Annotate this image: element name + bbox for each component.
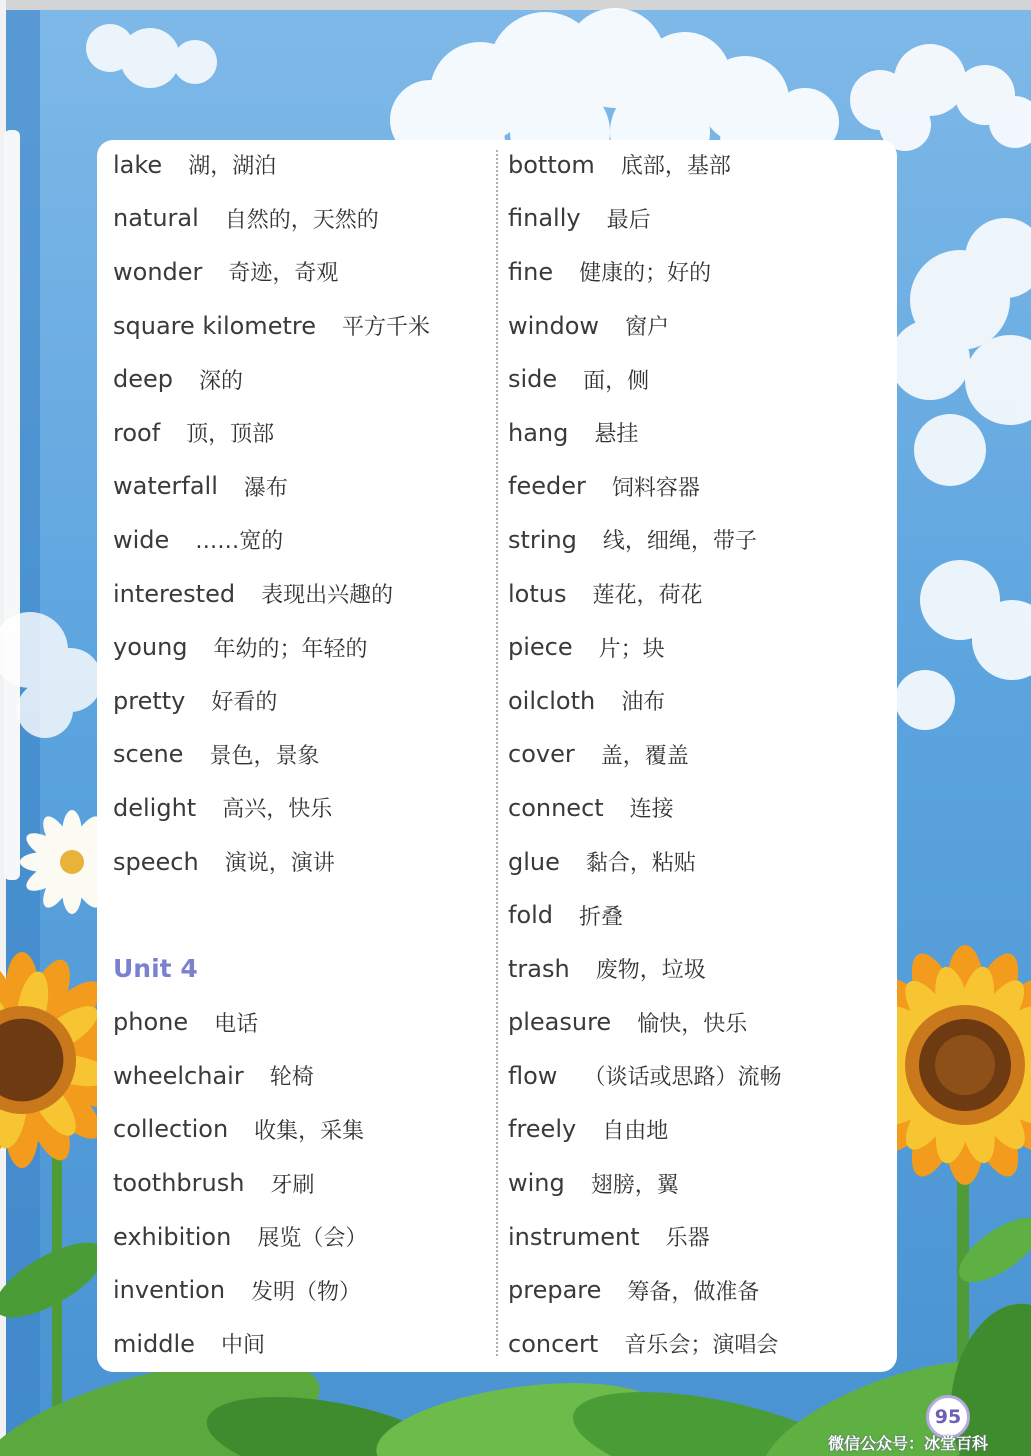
vocab-meaning: 高兴，快乐: [222, 797, 333, 823]
vocab-word: wheelchair: [113, 1061, 244, 1090]
vocab-meaning: 乐器: [665, 1226, 710, 1252]
vocab-entry: [508, 1263, 781, 1317]
vocab-entry: [113, 674, 430, 728]
vocab-entry: [113, 781, 430, 835]
vocab-entry: [508, 996, 781, 1050]
vocab-entry: [508, 513, 781, 567]
vocab-entry: [113, 1156, 430, 1210]
vocab-word: wing: [508, 1169, 565, 1198]
vocab-entry: [508, 1103, 781, 1157]
vocab-word: feeder: [508, 472, 586, 501]
vocab-meaning: 发明（物）: [251, 1279, 362, 1305]
vocab-entry: [508, 1049, 781, 1103]
vocab-entry: [113, 192, 430, 246]
vocab-word: natural: [113, 204, 199, 233]
vocab-entry: [113, 1103, 430, 1157]
vocab-entry: [508, 1317, 781, 1371]
vocab-word: waterfall: [113, 472, 218, 501]
vocab-word: glue: [508, 847, 560, 876]
page-number: 95: [926, 1395, 970, 1439]
vocab-entry: [508, 888, 781, 942]
vocab-meaning: 好看的: [211, 690, 278, 716]
vocab-word: prepare: [508, 1276, 602, 1305]
vocab-word: deep: [113, 365, 173, 394]
vocab-word: roof: [113, 418, 161, 447]
page-edge: [4, 130, 20, 880]
vocab-meaning: 健康的；好的: [579, 261, 712, 287]
vocab-entry: [113, 138, 430, 192]
vocab-meaning: 顶，顶部: [186, 422, 275, 448]
vocab-entry: [508, 1156, 781, 1210]
spacer-row: [113, 888, 430, 942]
vocab-entry: [113, 513, 430, 567]
vocab-entry: [508, 620, 781, 674]
vocab-entry: [113, 460, 430, 514]
vocab-word: hang: [508, 418, 569, 447]
vocab-entry: [508, 352, 781, 406]
vocab-meaning: 自由地: [602, 1118, 669, 1144]
vocab-word: lotus: [508, 579, 567, 608]
vocab-word: pleasure: [508, 1008, 612, 1037]
vocab-meaning: 饲料容器: [611, 475, 700, 501]
vocab-entry: [113, 567, 430, 621]
vocab-meaning: 轮椅: [269, 1065, 314, 1091]
vocab-word: interested: [113, 579, 236, 608]
vocab-meaning: 牙刷: [270, 1172, 315, 1198]
vocabulary-right-column: [508, 138, 781, 1371]
vocab-word: phone: [113, 1008, 189, 1037]
scan-border-top: [0, 0, 1031, 10]
vocab-word: pretty: [113, 686, 186, 715]
vocab-word: toothbrush: [113, 1169, 245, 1198]
vocab-meaning: 景色，景象: [209, 743, 320, 769]
vocab-entry: [508, 835, 781, 889]
vocab-meaning: 音乐会；演唱会: [624, 1333, 779, 1359]
vocab-meaning: 平方千米: [341, 315, 430, 341]
vocab-word: middle: [113, 1329, 195, 1358]
vocab-word: invention: [113, 1276, 226, 1305]
vocab-entry: [508, 138, 781, 192]
vocab-entry: [508, 781, 781, 835]
vocab-meaning: 底部，基部: [620, 154, 731, 180]
vocab-word: young: [113, 633, 188, 662]
vocab-entry: [113, 1263, 430, 1317]
vocab-word: lake: [113, 150, 163, 179]
vocab-word: oilcloth: [508, 686, 596, 715]
vocab-entry: [113, 245, 430, 299]
vocab-entry: [508, 299, 781, 353]
vocab-entry: [508, 192, 781, 246]
vocab-entry: [508, 674, 781, 728]
vocab-word: scene: [113, 740, 184, 769]
vocab-word: freely: [508, 1115, 577, 1144]
vocab-meaning: 瀑布: [243, 475, 288, 501]
vocab-entry: [508, 1210, 781, 1264]
vocab-entry: [113, 406, 430, 460]
vocab-word: concert: [508, 1329, 599, 1358]
vocab-meaning: 片；块: [598, 636, 665, 662]
vocab-word: cover: [508, 740, 575, 769]
unit-heading: Unit 4: [113, 954, 198, 984]
vocab-meaning: 奇迹，奇观: [228, 261, 339, 287]
vocab-meaning: 年幼的；年轻的: [213, 636, 368, 662]
vocab-word: collection: [113, 1115, 229, 1144]
vocab-entry: [508, 567, 781, 621]
vocab-meaning: 折叠: [579, 904, 624, 930]
vocab-meaning: 演说，演讲: [224, 851, 335, 877]
vocab-meaning: 连接: [629, 797, 674, 823]
vocab-word: window: [508, 311, 600, 340]
vocab-meaning: 窗户: [625, 315, 670, 341]
vocab-entry: [113, 835, 430, 889]
vocab-meaning: 收集，采集: [254, 1118, 365, 1144]
vocab-meaning: 莲花，荷花: [592, 583, 703, 609]
vocab-meaning: 翅膀，翼: [590, 1172, 679, 1198]
vocab-word: flow: [508, 1061, 558, 1090]
vocab-word: bottom: [508, 150, 595, 179]
vocab-entry: [508, 245, 781, 299]
vocab-meaning: 湖，湖泊: [188, 154, 277, 180]
vocab-meaning: 线，细绳，带子: [602, 529, 757, 555]
vocab-meaning: 愉快，快乐: [637, 1011, 748, 1037]
watermark-text: 微信公众号：冰堂百科: [828, 1434, 989, 1453]
vocab-word: trash: [508, 954, 570, 983]
vocab-entry: [113, 1317, 430, 1371]
vocab-entry: [508, 942, 781, 996]
vocab-meaning: 表现出兴趣的: [261, 583, 394, 609]
vocab-meaning: 面，侧: [583, 368, 650, 394]
column-divider: [496, 150, 498, 1356]
vocab-meaning: 电话: [214, 1011, 259, 1037]
unit-heading-row: [113, 942, 430, 996]
vocab-word: fine: [508, 257, 554, 286]
vocab-word: square kilometre: [113, 311, 316, 340]
vocab-word: piece: [508, 633, 573, 662]
vocab-meaning: ……宽的: [195, 529, 284, 555]
vocab-meaning: 展览（会）: [257, 1226, 368, 1252]
vocab-entry: [508, 728, 781, 782]
vocab-meaning: 悬挂: [594, 422, 639, 448]
vocab-word: instrument: [508, 1222, 640, 1251]
vocab-meaning: 中间: [220, 1333, 265, 1359]
vocab-word: finally: [508, 204, 581, 233]
vocab-word: string: [508, 525, 577, 554]
vocabulary-left-column: [113, 138, 430, 1371]
vocab-word: wonder: [113, 257, 203, 286]
vocab-entry: [113, 1049, 430, 1103]
vocab-meaning: 筹备，做准备: [627, 1279, 760, 1305]
vocab-meaning: 油布: [621, 690, 666, 716]
vocab-entry: [113, 1210, 430, 1264]
vocab-word: fold: [508, 901, 554, 930]
vocab-entry: [113, 299, 430, 353]
vocab-word: exhibition: [113, 1222, 232, 1251]
vocab-meaning: （谈话或思路）流畅: [583, 1065, 782, 1091]
vocab-word: wide: [113, 525, 170, 554]
vocab-entry: [508, 406, 781, 460]
vocab-word: connect: [508, 793, 604, 822]
vocab-meaning: 废物，垃圾: [595, 958, 706, 984]
vocab-entry: [113, 996, 430, 1050]
vocab-meaning: 盖，覆盖: [600, 743, 689, 769]
vocab-meaning: 深的: [199, 368, 244, 394]
vocab-word: side: [508, 365, 558, 394]
vocab-entry: [113, 620, 430, 674]
vocab-word: delight: [113, 793, 197, 822]
vocab-meaning: 黏合，粘贴: [585, 851, 696, 877]
vocab-entry: [113, 728, 430, 782]
vocab-meaning: 最后: [606, 207, 651, 233]
vocab-entry: [113, 352, 430, 406]
vocab-word: speech: [113, 847, 199, 876]
vocab-entry: [508, 460, 781, 514]
vocab-meaning: 自然的，天然的: [224, 207, 379, 233]
